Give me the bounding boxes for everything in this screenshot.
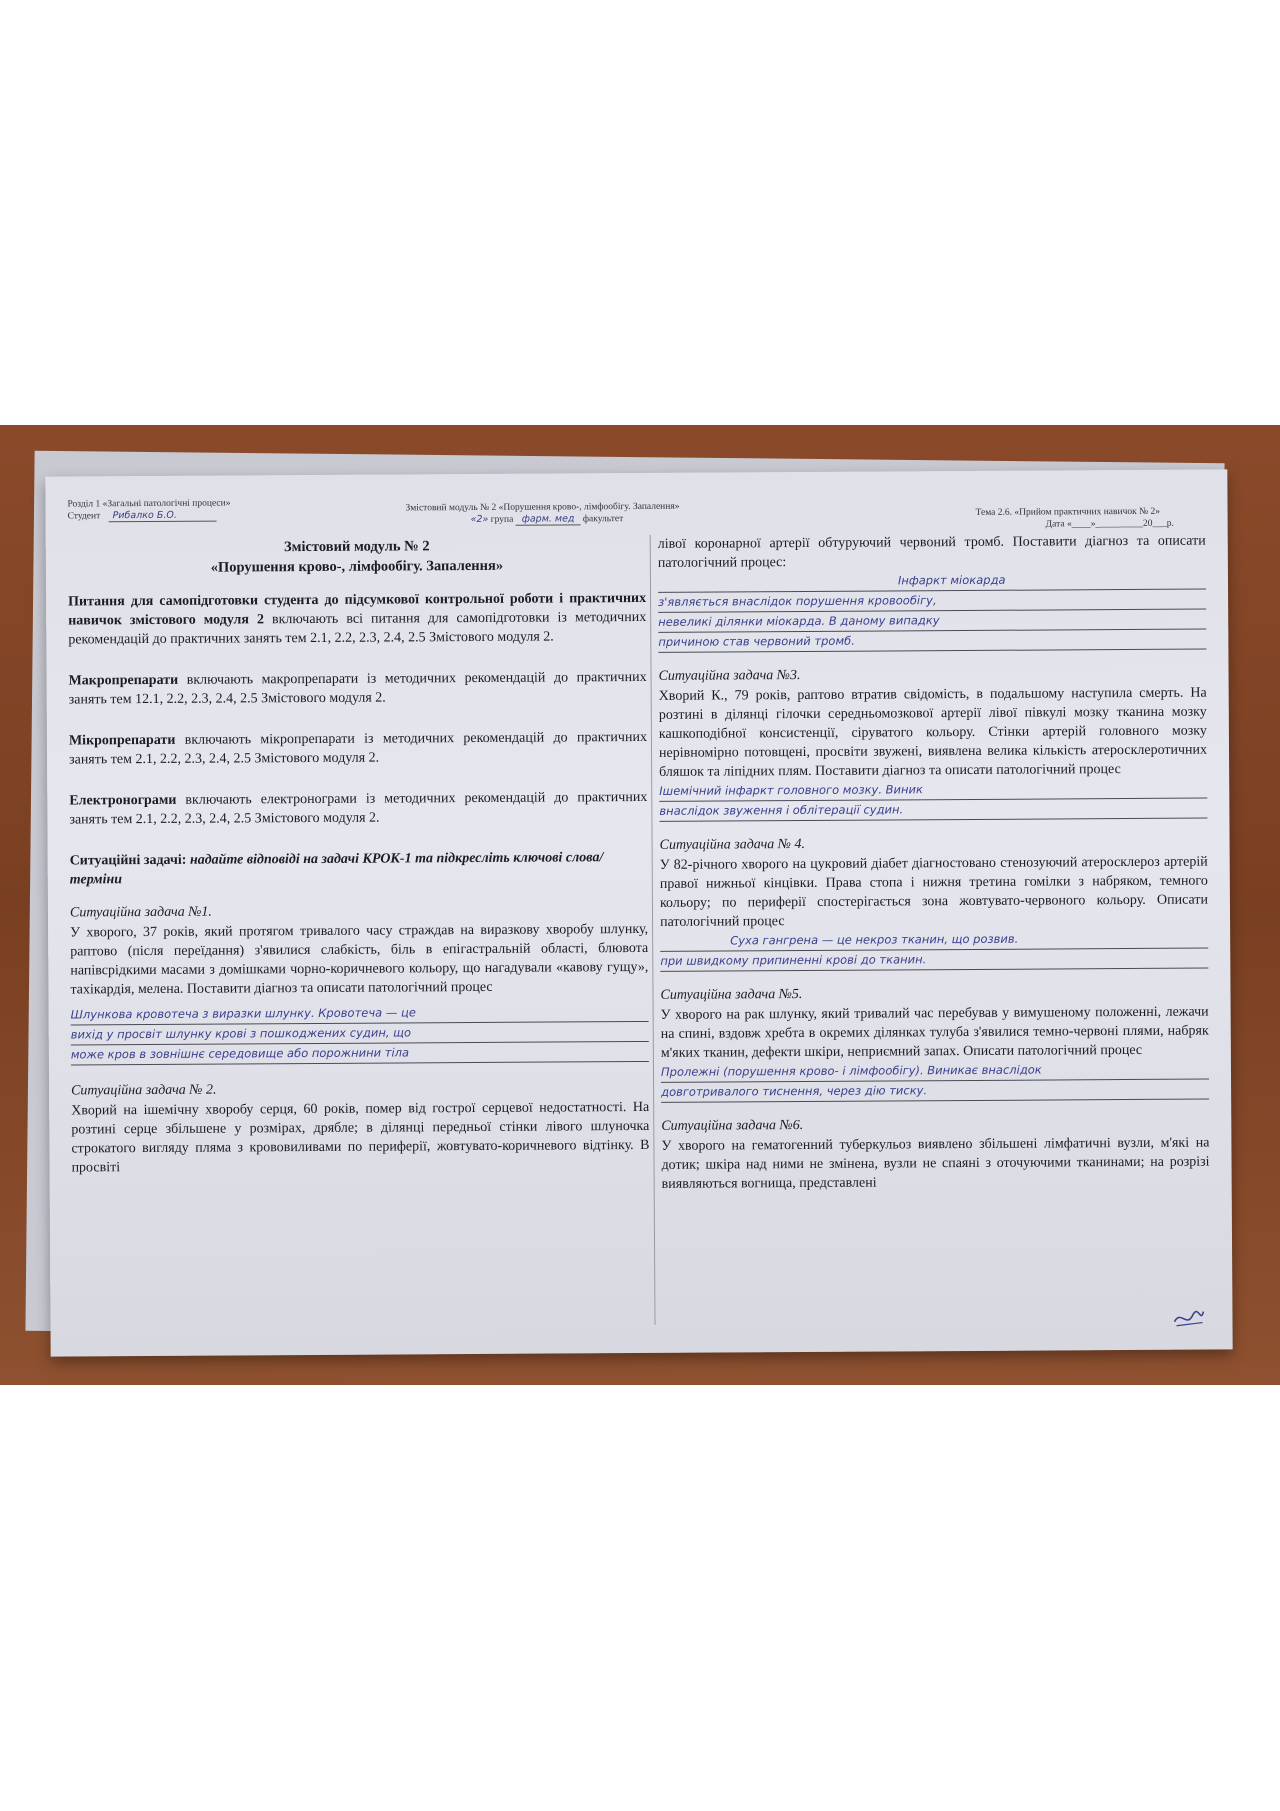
task1-answer-line-2: вихід у просвіт шлунку крові з пошкоджених судин, що xyxy=(71,1022,649,1046)
electro-bold: Електронограми xyxy=(69,792,177,809)
left-column xyxy=(68,535,650,1178)
tasks-heading-label: Ситуаційні задачі: xyxy=(69,852,187,869)
task1-text: У хворого, 37 років, який протягом тривалого часу страждав на виразкову хворобу шлунку, раптово (після переїдання) з'явилися слабкість, біль в епігастральній області, блювота напівсрідкими масами з домішками чорно-коричневого кольору, що нагадували «кавову гущу», тахікардія, мелена. Поставити діагноз та описати патологічний процес xyxy=(70,921,649,998)
module-title: Змістовий модуль № 2 xyxy=(283,538,430,556)
self-prep-bold: Питання для самопідготовки студента до підсумкової контрольної роботи і практичних навичок змістового модуля 2 xyxy=(68,590,647,629)
task2-answer-line-1: Інфаркт міокарда xyxy=(658,570,1206,593)
micro-text: включають мікропрепарати із методичних рекомендацій до практичних занять тем 2.1, 2.2, 2.3, 2.4, 2.5 Змістового модуля 2. xyxy=(69,729,647,768)
topic-header: Тема 2.6. «Прийом практичних навичок № 2» xyxy=(975,506,1161,518)
task4-answer-line-1: Суха гангрена — це некроз тканин, що розвив. xyxy=(660,929,1208,952)
macro-paragraph xyxy=(69,668,647,710)
student-name: Рибалко Б.О. xyxy=(109,510,217,523)
task5-text: У хворого на рак шлунку, який тривалий час перебував у вимушеному положенні, лежачи на спині, вздовж хребта в окремих ділянках тулуба з'явилися темно-червоні плями, набряк м'яких тканин, дефекти шкіри, неприємний запах. Описати патологічний процес xyxy=(660,1004,1209,1061)
signature-mark xyxy=(1170,1306,1206,1330)
tasks-instruction: надайте відповіді на задачі КРОК-1 та підкресліть ключові слова/терміни xyxy=(69,850,604,888)
module-subtitle: «Порушення крово-, лімфообігу. Запалення» xyxy=(210,557,504,576)
group-value: фарм. мед xyxy=(516,513,581,525)
column-divider xyxy=(650,535,656,1325)
task1-answer-line-3: може кров в зовнішнє середовище або порожнини тіла xyxy=(71,1042,649,1066)
task5-title: Ситуаційна задача №5. xyxy=(660,987,803,1003)
electro-paragraph xyxy=(69,788,647,830)
macro-bold: Макропрепарати xyxy=(68,672,179,689)
task4-answer-line-2: при швидкому припиненні крові до тканин. xyxy=(660,949,1208,972)
task5-answer-line-2: довготривалого тиснення, через дію тиску. xyxy=(661,1080,1209,1103)
group-line xyxy=(471,513,624,526)
section-header: Розділ 1 «Загальні патологічні процеси» xyxy=(67,498,231,510)
task4-text: У 82-річного хворого на цукровий діабет діагностовано стенозуючий атеросклероз артерій правої нижньої кінцівки. Права стопа і нижня третина гомілки з набряком, темного кольору; по периферії спостерігається зона жовтувато-червоного кольору. Описати патологічний процес xyxy=(659,854,1208,930)
tasks-heading xyxy=(70,848,648,890)
module-header: Змістовий модуль № 2 «Порушення крово-, лімфообігу. Запалення» xyxy=(405,501,680,514)
task4-title: Ситуаційна задача № 4. xyxy=(659,836,806,853)
micro-paragraph xyxy=(69,728,647,770)
task6-text: У хворого на гематогенний туберкульоз виявлено збільшені лімфатичні вузли, м'які на дотик; шкіра над ними не змінена, вузли не спаяні з оточуючими тканинами; на розрізі виявляються вогнища, представлені xyxy=(661,1135,1210,1192)
task3-answer-line-1: Ішемічний інфаркт головного мозку. Виник xyxy=(659,779,1207,802)
faculty-label: факультет xyxy=(582,514,624,525)
task1-title: Ситуаційна задача №1. xyxy=(69,904,212,921)
course-value: «2» xyxy=(470,513,489,526)
task6-title: Ситуаційна задача №6. xyxy=(661,1118,804,1134)
document-photo xyxy=(0,425,1280,1385)
task2-answer-line-4: причиною став червоний тромб. xyxy=(658,630,1206,653)
student-line xyxy=(68,510,217,523)
task2-title: Ситуаційна задача № 2. xyxy=(71,1082,217,1099)
micro-bold: Мікропрепарати xyxy=(68,732,176,749)
self-prep-text: включають всі питання для самопідготовки із методичних рекомендацій до практичних занять тем 2.1, 2.2, 2.3, 2.4, 2.5 Змістового модуля 2. xyxy=(68,609,647,648)
group-label: група xyxy=(490,514,514,525)
task3-text: Хворий К., 79 років, раптово втратив свідомість, в подальшому наступила смерть. На розтині в ділянці гілочки середньомозкової артерії лівої півкулі мозку тканина мозку кашкоподібної консистенції, сіруватого кольору. Стінки артерій головного мозку нерівномірно потовщені, просвіти звужені, виявлена велика кількість атеросклеротичних бляшок та ліпідних плям. Поставити діагноз та описати патологічний процес xyxy=(658,685,1208,780)
task2-answer-line-2: з'являється внаслідок порушення кровообігу, xyxy=(658,590,1206,613)
macro-text: включають макропрепарати із методичних рекомендацій до практичних занять тем 12.1, 2.2, 2.3, 2.4, 2.5 Змістового модуля 2. xyxy=(68,669,647,708)
task1-answer-line-1: Шлункова кровотеча з виразки шлунку. Кровотеча — це xyxy=(71,1002,649,1026)
task2-answer-line-3: невеликі ділянки міокарда. В даному випадку xyxy=(658,610,1206,633)
self-prep-paragraph xyxy=(68,589,646,650)
task3-answer-line-2: внаслідок звуження і облітерації судин. xyxy=(659,799,1207,822)
task2-continuation: лівої коронарної артерії обтуруючий червоний тромб. Поставити діагноз та описати патологічний процес: xyxy=(657,533,1206,571)
date-field: Дата «____»__________20___р. xyxy=(1045,518,1174,530)
task2-text: Хворий на ішемічну хворобу серця, 60 років, помер від гострої серцевої недостатності. На розтині серце збільшене у розмірах, дрябле; в ділянці передньої стінки лівого шлуночка строкатого вигляду пляма з крововиливами по периферії, жовтувато-коричневого відтінку. В просвіті xyxy=(71,1099,650,1176)
worksheet-page xyxy=(45,469,1232,1356)
right-column xyxy=(658,532,1210,1194)
student-label: Студент xyxy=(67,511,101,522)
task3-title: Ситуаційна задача №3. xyxy=(658,668,801,684)
electro-text: включають електронограми із методичних рекомендацій до практичних занять тем 2.1, 2.2, 2.3, 2.4, 2.5 Змістового модуля 2. xyxy=(69,789,648,828)
task5-answer-line-1: Пролежні (порушення крово- і лімфообігу). Виникає внаслідок xyxy=(661,1060,1209,1083)
